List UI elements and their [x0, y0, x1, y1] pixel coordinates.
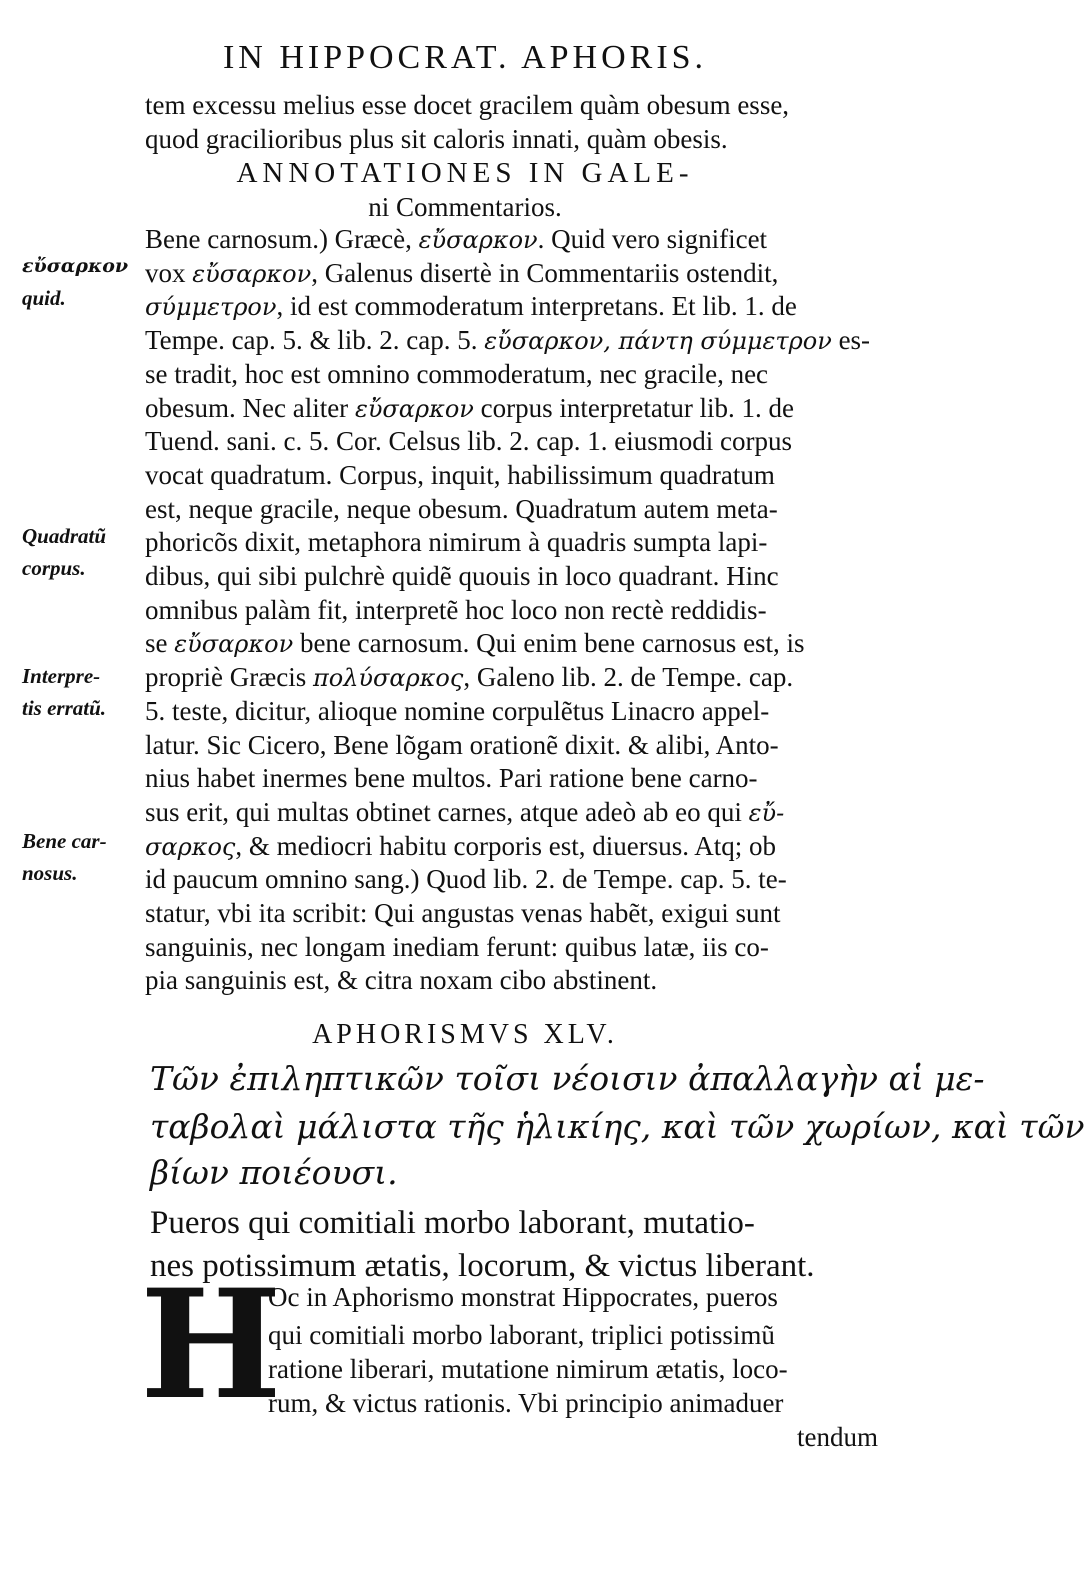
latin-text: Tuend. sani. c. 5. Cor. Celsus lib. 2. cap. 1. eiusmodi corpus — [145, 426, 792, 457]
commentary-line — [145, 896, 781, 930]
greek-term: εὔσαρκον — [418, 226, 538, 254]
intro-line: quod gracilioribus plus sit caloris innati, quàm obesis. — [145, 124, 728, 154]
latin-text: id paucum omnino sang.) Quod lib. 2. de Tempe. cap. 5. te- — [145, 864, 787, 895]
commentary-line — [145, 222, 767, 257]
latin-text: phoricõs dixit, metaphora nimirum à quadris sumpta lapi- — [145, 527, 768, 558]
commentary-line — [145, 323, 870, 358]
commentary-line — [145, 458, 775, 492]
commentary-line — [145, 492, 778, 526]
commentary-line — [145, 930, 769, 964]
latin-aphorism-line: nes potissimum ætatis, locorum, & victus liberant. — [150, 1248, 815, 1284]
latin-text: latur. Sic Cicero, Bene lõgam orationẽ dixit. & alibi, Anto- — [145, 729, 779, 760]
commentary-line: rum, & victus rationis. Vbi principio animaduer — [268, 1388, 784, 1418]
commentary-line — [145, 391, 794, 426]
margin-note — [22, 250, 128, 314]
margin-note-line: corpus. — [22, 556, 86, 580]
latin-text: es- — [831, 325, 871, 356]
greek-term: εὔσαρκον — [174, 630, 294, 659]
greek-term: πολύσαρκος — [312, 664, 464, 693]
latin-text: , Galeno lib. 2. de Tempe. cap. — [463, 662, 794, 693]
commentary-line — [145, 626, 805, 661]
greek-aphorism-line: βίων ποιέουσι. — [150, 1153, 398, 1192]
latin-text: obesum. Nec aliter — [145, 392, 355, 423]
latin-text: sus erit, qui multas obtinet carnes, atque adeò ab eo qui — [145, 796, 749, 827]
latin-text: sanguinis, nec longam inediam ferunt: quibus latæ, iis co- — [145, 931, 769, 962]
latin-text: Tempe. cap. 5. & lib. 2. cap. 5. — [145, 325, 485, 356]
commentary-line: ratione liberari, mutatione nimirum ætatis, loco- — [268, 1354, 788, 1384]
catchword: tendum — [797, 1422, 878, 1452]
latin-text: est, neque gracile, neque obesum. Quadratum autem meta- — [145, 493, 778, 524]
commentary-line — [145, 559, 779, 593]
latin-text: bene carnosum. Qui enim bene carnosus est, is — [293, 628, 805, 659]
latin-text: , & mediocri habitu corporis est, diuersus. Atq; ob — [235, 830, 777, 861]
latin-text: nius habet inermes bene multos. Pari ratione bene carno- — [145, 763, 758, 794]
latin-text: vox — [145, 257, 193, 288]
commentary-line — [145, 525, 767, 559]
running-header: IN HIPPOCRAT. APHORIS. — [222, 39, 708, 76]
margin-note — [22, 520, 106, 584]
latin-text: , Galenus disertè in Commentariis ostendit, — [311, 257, 779, 288]
commentary-line: Oc in Aphorismo monstrat Hippocrates, pueros — [268, 1282, 778, 1312]
latin-aphorism-line: Pueros qui comitiali morbo laborant, mutatio- — [150, 1205, 755, 1241]
commentary-line — [145, 357, 768, 391]
greek-term: εὔσαρκον, πάντη σύμμετρον — [484, 327, 832, 356]
greek-term: εὔ- — [748, 798, 785, 827]
commentary-line — [145, 256, 778, 291]
annotations-subtitle: ni Commentarios. — [368, 192, 562, 222]
commentary-line — [145, 424, 792, 458]
latin-text: , id est commoderatum interpretans. Et lib. 1. de — [276, 291, 797, 322]
latin-text: propriè Græcis — [145, 662, 313, 693]
margin-note-line: Bene car- — [22, 829, 107, 853]
commentary-line — [145, 963, 657, 997]
aphorism-title: APHORISMVS XLV. — [312, 1019, 618, 1050]
margin-note-line: nosus. — [22, 861, 78, 885]
commentary-line: qui comitiali morbo laborant, triplici potissimũ — [268, 1320, 775, 1350]
commentary-line — [145, 289, 797, 324]
commentary-line — [145, 761, 758, 795]
latin-text: dibus, qui sibi pulchrè quidẽ quouis in loco quadrant. Hinc — [145, 561, 779, 591]
greek-term: σύμμετρον — [145, 293, 277, 322]
latin-text: vocat quadratum. Corpus, inquit, habilissimum quadratum — [145, 459, 775, 490]
latin-text: pia sanguinis est, & citra noxam cibo abstinent. — [145, 965, 658, 996]
margin-note-line: εὔσαρκον — [22, 255, 129, 277]
commentary-line — [145, 862, 787, 896]
greek-aphorism-line: Τῶν ἐπιληπτικῶν τοῖσι νέοισιν ἀπαλλαγὴν αἱ με- — [150, 1059, 985, 1098]
greek-term: εὔσαρκον — [354, 394, 474, 423]
latin-text: 5. teste, dicitur, alioque nomine corpulẽtus Linacro appel- — [145, 695, 770, 726]
margin-note-line: quid. — [22, 286, 66, 310]
annotations-title: ANNOTATIONES IN GALE- — [236, 157, 694, 189]
latin-text: statur, vbi ita scribit: Qui angustas venas habẽt, exigui sunt — [145, 898, 781, 928]
drop-capital: H — [140, 1257, 282, 1433]
commentary-line — [145, 728, 779, 762]
latin-text: se tradit, hoc est omnino commoderatum, nec gracile, nec — [145, 358, 769, 389]
commentary-line — [145, 829, 776, 864]
margin-note-line: Interpre- — [22, 664, 101, 688]
greek-term: σαρκος — [145, 832, 236, 861]
margin-note-line: tis erratũ. — [22, 696, 107, 720]
latin-text: se — [145, 628, 175, 659]
greek-aphorism-line: ταβολαὶ μάλιστα τῆς ἡλικίης, καὶ τῶν χωρίων, καὶ τῶν — [150, 1107, 1085, 1146]
latin-text: omnibus palàm fit, interpretẽ hoc loco non rectè reddidis- — [145, 594, 767, 625]
commentary-line — [145, 593, 767, 627]
commentary-line — [145, 660, 793, 695]
greek-term: εὔσαρκον — [192, 259, 312, 288]
latin-text: Bene carnosum.) Græcè, — [145, 224, 419, 254]
intro-line: tem excessu melius esse docet gracilem quàm obesum esse, — [145, 90, 790, 120]
margin-note — [22, 825, 107, 889]
margin-note — [22, 660, 106, 724]
latin-text: corpus interpretatur lib. 1. de — [473, 392, 795, 423]
latin-text: . Quid vero significet — [537, 224, 768, 254]
margin-note-line: Quadratũ — [22, 524, 107, 548]
commentary-line — [145, 694, 769, 728]
commentary-line — [145, 795, 784, 830]
